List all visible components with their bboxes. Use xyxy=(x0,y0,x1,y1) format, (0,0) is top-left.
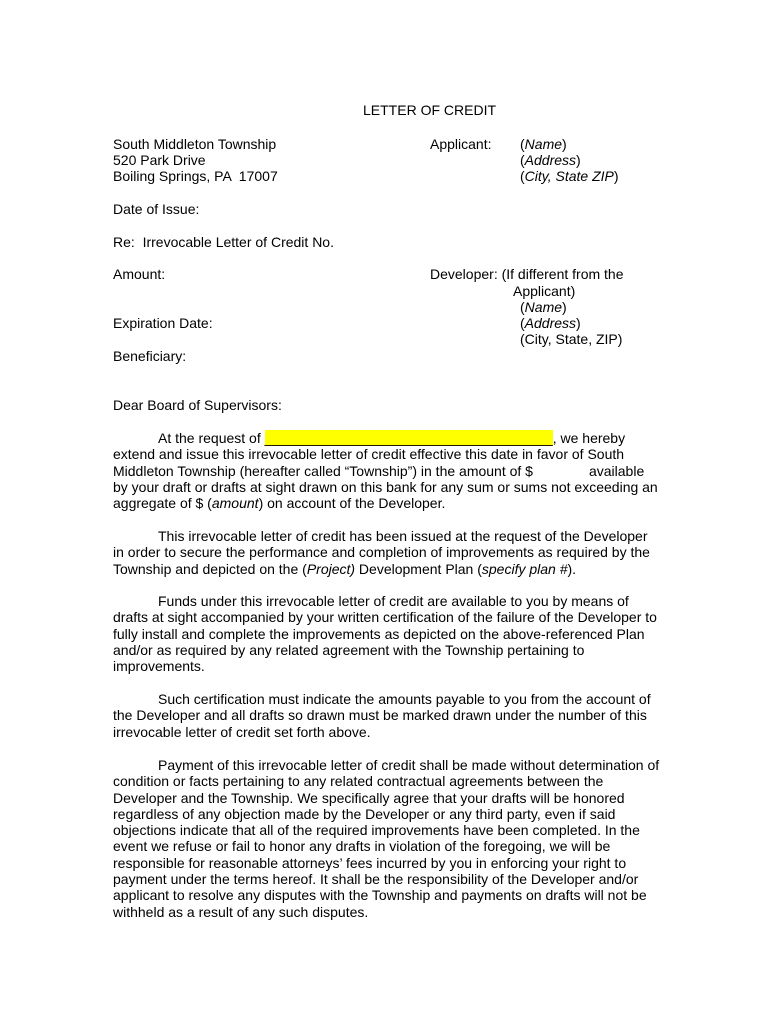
re-line: Re: Irrevocable Letter of Credit No. xyxy=(113,234,334,250)
township-name: South Middleton Township xyxy=(113,136,277,152)
applicant-address: (Address) xyxy=(520,152,581,168)
developer-address: (Address) xyxy=(520,315,581,331)
paragraph-line: event we refuse or fail to honor any drafts in violation of the foregoing, we will be xyxy=(113,838,611,855)
paragraph-line: withheld as a result of any such disputes. xyxy=(113,903,369,920)
paragraph-funds xyxy=(113,593,658,674)
township-city: Boiling Springs, PA 17007 xyxy=(113,168,278,184)
paragraph-line: Township and depicted on the (Project) Development Plan (specify plan #). xyxy=(113,560,577,577)
paragraph-line: improvements. xyxy=(113,658,205,675)
paragraph-line: At the request of _____________________________________, we hereby xyxy=(158,430,626,446)
paragraph-payment xyxy=(113,757,658,920)
applicant-city: (City, State ZIP) xyxy=(520,168,619,184)
applicant-name: (Name) xyxy=(520,136,567,152)
applicant-blank-field: _____________________________________ xyxy=(264,430,553,446)
paragraph-line: in order to secure the performance and completion of improvements as required by the xyxy=(113,544,650,561)
paragraph-line: fully install and complete the improvements as depicted on the above-referenced Plan xyxy=(113,625,645,642)
developer-line-1: Developer: (If different from the xyxy=(430,266,624,282)
paragraph-line: responsible for reasonable attorneys’ fees incurred by you in enforcing your right to xyxy=(113,854,627,871)
paragraph-line: aggregate of $ (amount) on account of the Developer. xyxy=(113,495,446,512)
beneficiary-label: Beneficiary: xyxy=(113,348,187,364)
developer-city: (City, State, ZIP) xyxy=(520,331,623,347)
developer-name: (Name) xyxy=(520,299,567,315)
paragraph-line: objections indicate that all of the required improvements have been completed. In the xyxy=(113,822,640,839)
paragraph-line: payment under the terms hereof. It shall be the responsibility of the Developer and/or xyxy=(113,871,639,888)
paragraph-line: irrevocable letter of credit set forth above. xyxy=(113,723,371,740)
applicant-label: Applicant: xyxy=(430,136,492,152)
paragraph-line: by your draft or drafts at sight drawn on this bank for any sum or sums not exceeding an xyxy=(113,478,658,495)
document-title: LETTER OF CREDIT xyxy=(363,102,497,118)
amount-label: Amount: xyxy=(113,266,166,282)
paragraph-line: applicant to resolve any disputes with the Township and payments on drafts will not be xyxy=(113,887,647,904)
paragraph-line: condition or facts pertaining to any related contractual agreements between the xyxy=(113,773,604,790)
expiration-date-label: Expiration Date: xyxy=(113,315,213,331)
developer-line-2: Applicant) xyxy=(513,283,576,299)
salutation: Dear Board of Supervisors: xyxy=(113,397,282,413)
paragraph-certification xyxy=(113,691,658,740)
paragraph-line: and/or as required by any related agreement with the Township pertaining to xyxy=(113,641,585,658)
paragraph-line: Payment of this irrevocable letter of credit shall be made without determination of xyxy=(158,757,660,773)
township-street: 520 Park Drive xyxy=(113,152,206,168)
paragraph-purpose xyxy=(113,528,658,577)
paragraph-line: regardless of any objection made by the Developer or any third party, even if said xyxy=(113,805,616,822)
paragraph-line: the Developer and all drafts so drawn must be marked drawn under the number of this xyxy=(113,707,647,724)
paragraph-line: This irrevocable letter of credit has been issued at the request of the Developer xyxy=(158,528,648,544)
paragraph-line: Such certification must indicate the amounts payable to you from the account of xyxy=(158,691,651,707)
paragraph-line: Middleton Township (hereafter called “Township”) in the amount of $ available xyxy=(113,462,645,479)
paragraph-line: Developer and the Township. We specifically agree that your drafts will be honored xyxy=(113,789,625,806)
paragraph-line: drafts at sight accompanied by your written certification of the failure of the Developer to xyxy=(113,609,657,626)
paragraph-request xyxy=(113,430,658,511)
paragraph-line: Funds under this irrevocable letter of credit are available to you by means of xyxy=(158,593,629,609)
date-of-issue-label: Date of Issue: xyxy=(113,201,200,217)
paragraph-line: extend and issue this irrevocable letter of credit effective this date in favor of South xyxy=(113,446,625,463)
